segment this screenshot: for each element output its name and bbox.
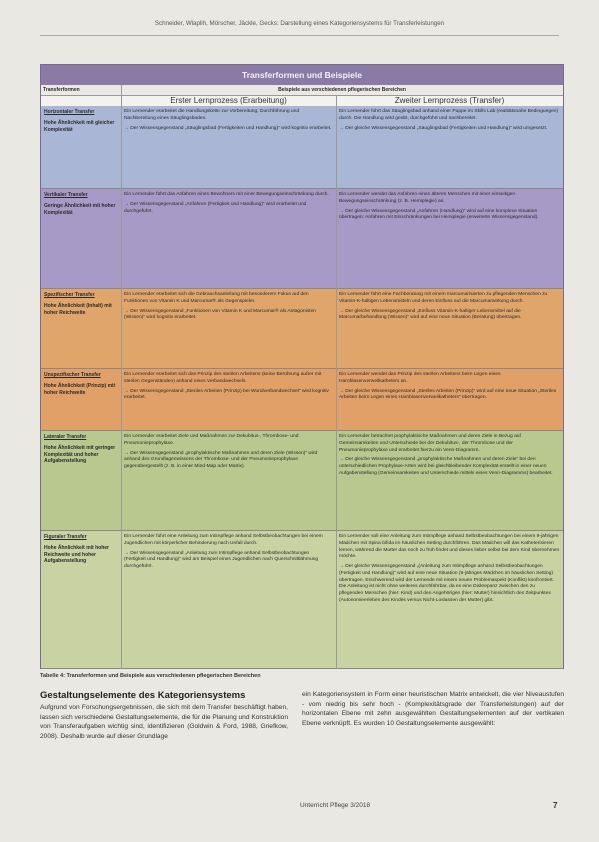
header-rule — [40, 35, 559, 36]
transfer-form-label — [44, 109, 118, 133]
transfer-form-label — [44, 192, 118, 216]
cell-paragraph: Ein Lernender soll eine Anleitung zum Intimpflege anhand Selbstbeobachtungen bei einem 9-jährigen Mädchen mit Spina bifida im häuslichen Setting durchführen. Das Mädchen will das Katheterisieren lernen, während die Mutter das noch zu früh findet und dieses lieber selbst bei dem Kind übernehmen möchte. — [339, 534, 560, 560]
cell-erster-lernprozess — [124, 372, 332, 405]
transfer-form-label — [44, 372, 118, 396]
table-row — [41, 531, 563, 669]
footer-journal: Unterricht Pflege 3/2018 — [300, 802, 371, 809]
page-number: 7 — [553, 801, 558, 810]
cell-erster-lernprozess — [124, 109, 332, 135]
cell-paragraph: Ein Lernender erarbeitet sich das Prinzip des sterilen Arbeitens (keine Berührung außer mit sterilen Gegenständen) anhand eines Verbandwechsels. — [124, 372, 322, 384]
column-divider — [336, 95, 337, 669]
table-row — [41, 106, 563, 189]
transfer-form-label — [44, 534, 118, 565]
cell-paragraph: → Der gleiche Wissensgegenstand „Anfahren (Handlung)“ wird auf eine komplexe Situation übertragen: Anfahren mit Einschränkungen bei Hemiplegie (erweiterte Wissensgegenstand). — [339, 208, 539, 221]
cell-paragraph: → Der gleiche Wissensgegenstand „Einfluss Vitamin-K-haltiger Lebensmittel auf die Marcumarbehandlung (Wissen)“ wird auf eine neue Situation (Beratung) übertragen. — [339, 308, 522, 321]
cell-zweiter-lernprozess — [339, 372, 560, 405]
col-header-beispiele: Beispiele aus verschiedenen pflegerischen Bereichen — [278, 87, 406, 93]
col-header-transferformen: Transferformen — [43, 87, 80, 93]
cell-paragraph: Ein Lernender erarbeitet sich die Gebrauchsanleitung mit besonderem Fokus auf den Funktionen von Vitamin K und Marcumar® als Gegenspieler. — [124, 292, 309, 304]
cell-erster-lernprozess — [124, 534, 332, 574]
body-text-right: ein Kategoriensystem in Form einer heuristischen Matrix entwickelt, die vier Niveaustufen - vom niedrig bis sehr hoch - (Komplexitätsgrade der Transferleistungen) auf der horizontalen Ebene mit zehn ausgewählten Gestaltungselementen auf der vertikalen Ebene verknüpft. Es wurden 10 Gestaltungselemente ausgewählt: — [302, 691, 564, 727]
cell-erster-lernprozess — [124, 192, 332, 218]
body-text-left: Aufgrund von Forschungsergebnissen, die sich mit dem Transfer beschäftigt haben, lassen sich verschiedene Gestaltungselemente, die für die Planung und Konstruktion von Transferaufgaben wichtig sind, identifizieren (Goldwin & Ford, 1988, Griefkow, 2008). Deshalb wurde auf dieser Grundlage — [40, 704, 288, 740]
transfer-form-description: Hohe Ähnlichkeit mit gleicher Komplexität — [44, 119, 115, 133]
cell-paragraph: → Der gleiche Wissensgegenstand „(Anleitung zum Intimpflege anhand Selbstbeobachtungen (Fertigkeit und Handlung)“ wird auf eine neue Situation (9-jähriges Mädchen im häuslichen Setting) übertragen. Erschwerend wird der Lernende mit einem neuen Problemaspekt (Konflikt) konfrontiert. Die Anleitung ist nicht ohne weiteres durchführbar, da es eine Diskrepanz zwischen den zu pflegenden Menschen (hier: Kind) und den Angehörigen (hier: Mutter) hinsichtlich des Zeitpunktes (Autonomieerleben des Kindes versus Nicht-Loslassen der Mutter) gibt. — [339, 564, 555, 603]
cell-paragraph: → Der gleiche Wissensgegenstand „Säuglingsbad (Fertigkeiten und Handlung)“ wird umgesetzt. — [339, 125, 548, 131]
transfer-form-title: Vertikaler Transfer — [44, 192, 88, 198]
transfer-form-description: Hohe Ähnlichkeit (Inhalt) mit hoher Reichweite — [44, 302, 112, 316]
table-row — [41, 431, 563, 531]
table-caption: Tabelle 4: Transferformen und Beispiele aus verschiedenen pflegerischen Bereichen — [40, 673, 261, 679]
transfer-form-description: Hohe Ähnlichkeit (Prinzip) mit hoher Reichweite — [44, 382, 116, 396]
cell-paragraph: Ein Lernender führt eine Anleitung zum Intimpflege anhand Selbstbeobachtungen bei einem Jugendlichen mit körperlicher Behinderung nach Unfall durch. — [124, 534, 323, 546]
cell-paragraph: Ein Lernender wendet das Anfahren eines älteren Menschen mit einer einseitigen Bewegungseinschränkung (z. B. Hemiplegie) an. — [339, 192, 516, 204]
cell-paragraph: → Der Wissensgegenstand „Anfahren (Fertigkeit und Handlung)“ wird erarbeitet und durchgeführt. — [124, 201, 307, 214]
cell-paragraph: → Der Wissensgegenstand „prophylaktische Maßnahmen und deren Ziele (Wissen)“ wird anhand des Grundlagenwissens der Thrombose- und der Pneumonieprophylaxe gegenübergestellt (z. B. in einer Mind-Map oder Matrix). — [124, 450, 318, 470]
column-divider — [121, 85, 122, 669]
cell-paragraph: Ein Lernender wendet das Prinzip des sterilen Arbeitens beim Legen eines Harnblasenverweilkatheters an. — [339, 372, 501, 384]
cell-paragraph: Ein Lernender erarbeitet Ziele und Maßnahmen zur Dekubitus-, Thrombose- und Pneumonieprophylaxe. — [124, 434, 299, 446]
table-row — [41, 289, 563, 369]
cell-paragraph: Ein Lernender betrachtet prophylaktische Maßnahmen und deren Ziele in Bezug auf Gemeinsamkeiten und Unterschiede bei der Dekubitus-, der Thrombose und der Pneumonieprophylaxe und erarbeitet hierzu ein Venn-Diagramm. — [339, 434, 521, 453]
transfer-form-title: Horizontaler Transfer — [44, 109, 95, 115]
transfer-form-title: Unspezifischer Transfer — [44, 372, 101, 378]
transfer-form-label — [44, 292, 118, 316]
section-title: Gestaltungselemente des Kategoriensystems — [40, 690, 246, 701]
transfer-table — [40, 64, 564, 669]
subheader-erster-lernprozess: Erster Lernprozess (Erarbeitung) — [121, 95, 337, 106]
transfer-form-label — [44, 434, 118, 465]
transfer-form-description: Geringe Ähnlichkeit mit hoher Komplexität — [44, 202, 116, 216]
cell-zweiter-lernprozess — [339, 434, 560, 481]
transfer-form-description: Hohe Ähnlichkeit mit hoher Reichweite und hoher Aufgabenstellung — [44, 544, 110, 565]
cell-paragraph: → Der gleiche Wissensgegenstand „prophylaktische Maßnahmen und deren Ziele“ bei den unterschiedlichen Prophylaxe-Arten wird bei gleichbleibender Komplexität erstellt in einer neuen Aufgabenstellung (Gemeinsamkeiten und Unterschiede mittels eines Venn-Diagramms) bearbeitet. — [339, 457, 553, 476]
table-row — [41, 189, 563, 289]
cell-paragraph: Ein Lernender führt das Anfahren eines Bewohners mit einer Bewegungseinschränkung durch. — [124, 192, 329, 197]
table-row — [41, 369, 563, 431]
cell-zweiter-lernprozess — [339, 534, 560, 608]
cell-paragraph: → Der Wissensgegenstand „Anleitung zum Intimpflege anhand Selbstbeobachtungen (Fertigkeit und Handlung)“ wird am Beispiel eines Jugendlichen nach Querschnittlähmung durchgeführt. — [124, 550, 319, 570]
cell-paragraph: Ein Lernender erarbeitet die Handlungskette zur Vorbereitung, Durchführung und Nachbereitung eines Säuglingsbades. — [124, 109, 300, 121]
transfer-form-title: Lateraler Transfer — [44, 434, 87, 440]
cell-zweiter-lernprozess — [339, 109, 560, 135]
cell-paragraph: → Der Wissensgegenstand „Funktionen von Vitamin K und Marcumar® als Antagonisten (Wissen)“ wird kognitiv erarbeitet. — [124, 308, 316, 321]
transfer-form-title: Spezifischer Transfer — [44, 292, 95, 298]
cell-zweiter-lernprozess — [339, 192, 560, 225]
cell-paragraph: → Der gleiche Wissensgegenstand „Steriles Arbeiten (Prinzip)“ wird auf eine neue Situation „Steriles Arbeiten beim Legen eines Harnblasenverweilkatheters“ übertragen. — [339, 388, 557, 401]
cell-erster-lernprozess — [124, 292, 332, 325]
running-head: Schneider, Wlaplih, Mörscher, Jäckle, Gecks: Darstellung eines Kategoriensystems für Transferleistungen — [154, 20, 445, 27]
cell-erster-lernprozess — [124, 434, 332, 474]
cell-paragraph: → Der Wissensgegenstand „Säuglingsbad (Fertigkeiten und Handlung)“ wird kognitiv erarbeitet. — [124, 125, 332, 131]
cell-paragraph: Ein Lernender führt eine Fachberatung mit einem marcumarisierten zu pflegenden Menschen zu Vitamin-K-haltigen Lebensmitteln und deren Einfluss auf die Marcumarwirkung durch. — [339, 292, 548, 304]
cell-paragraph: Ein Lernender führt das Säuglingsbad anhand einer Puppe im Skills Lab (realitätsnahe Bedingungen) durch. Die Handlung wird geübt, durchgeführt und nachbereitet. — [339, 109, 559, 121]
cell-paragraph: → Der Wissensgegenstand „Steriles Arbeiten (Prinzip) bei Wundverbandwechsel“ wird kognitiv erarbeitet. — [124, 388, 329, 401]
transfer-form-title: Figuraler Transfer — [44, 534, 87, 540]
subheader-zweiter-lernprozess: Zweiter Lernprozess (Transfer) — [394, 96, 505, 105]
table-title: Transferformen und Beispiele — [41, 65, 563, 85]
transfer-form-description: Hohe Ähnlichkeit mit geringer Komplexität und hoher Aufgabenstellung — [44, 444, 116, 465]
cell-zweiter-lernprozess — [339, 292, 560, 325]
